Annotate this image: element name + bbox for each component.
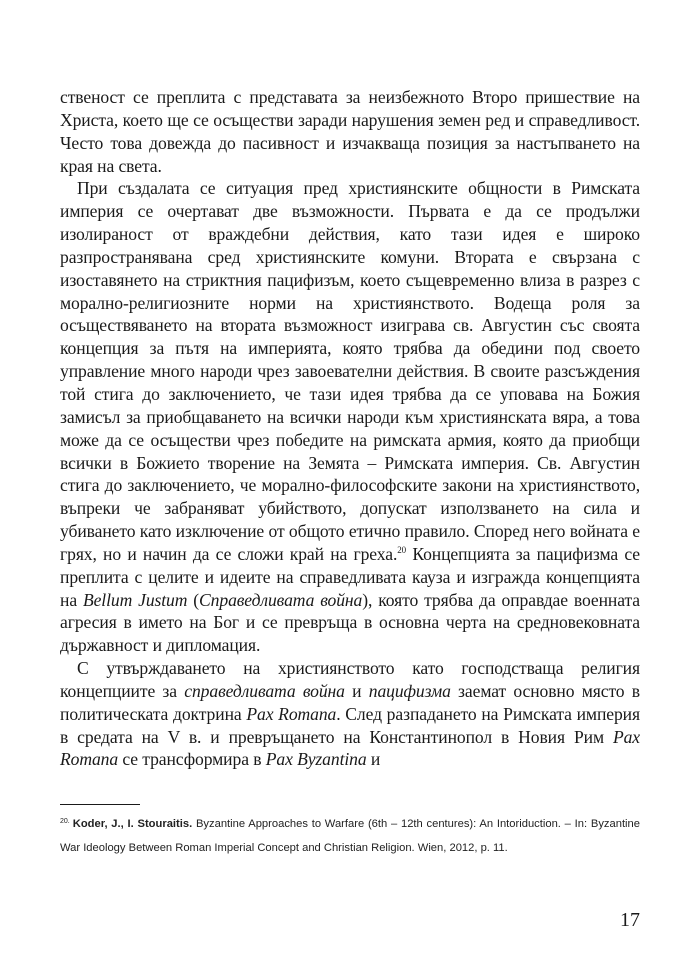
italic-text-segment: Pax Romana [246,703,337,724]
main-text [60,86,640,771]
italic-text-segment: справедливата война [184,680,345,701]
text-segment: ), която трябва да оправдае военната агресия в името на Бог и се превръща в основна черта на средновековната държавност и дипломация. [60,589,641,656]
paragraphs-container [60,86,640,771]
body-paragraph [60,177,640,657]
footnote-number: 20. [60,818,70,825]
text-segment: заемат основно място в политическата доктрина [60,680,640,724]
text-segment: ственост се преплита с представата за неизбежното Второ пришествие на Христа, което ще се осъществи заради нарушения земен ред и справедливост. Често това довежда до пасивност и изчакваща позиция за настъпването на края на света. [60,87,640,176]
italic-text-segment: Справедливата война [199,589,363,610]
italic-text-segment: Pax Byzantina [265,749,367,770]
text-segment: С утвърждаването на християнството като господстваща религия концепциите за [60,658,640,701]
italic-text-segment: Bellum Justum [82,589,188,610]
text-segment: ( [187,589,200,610]
text-segment: При създалата се ситуация пред християнските общности в Римската империя се очертават две възможности. Първата е да се продължи изолираност от враждебни действия, като тази идея е широко разпространявана сред християнските комуни. Втората е свързана с изоставянето на стриктния пацифизъм, което същевременно влиза в разрез с морално-религиозните норми на християнството. Водеща роля за осъществяването на втората възможност изиграва св. Августин със своята концепция за пътя на империята, която трябва да обедини под своето управление много народи чрез завоевателни действия. В своите разсъждения той стига до заключението, че тази идея трябва да се уповава на Божия замисъл за приобщаването на всички народи към християнската вяра, а това може да се осъществи чрез победите на римската армия, която да приобщи всички в Божието творение на Земята – Римската империя. Св. Августин стига до заключението, че морално-философските закони на християнството, въпреки че забраняват убийството, допускат използването на сила и убиването като изключение от общото етично правило. Според него войната е грях, но и начин да се сложи край на греха. [60,178,640,564]
footnote-authors: Koder, J., I. Stouraitis. [72,818,193,830]
text-segment: и [344,680,369,701]
italic-text-segment: Pax Romana [60,726,640,770]
footnote-divider [60,804,140,805]
text-segment: се трансформира в [118,749,266,770]
italic-text-segment: пацифизма [368,680,451,701]
footnote-reference: 20 [397,544,407,555]
page-number: 17 [620,909,640,931]
footnote [60,812,640,860]
footnote-text: Byzantine Approaches to Warfare (6th – 12th centures): An Intoriduction. – In: Byzantine War Ideology Between Roman Imperial Concept and Christian Religion. Wien, 2012, p. 11. [60,818,640,854]
text-segment: Концепцията за пацифизма се преплита с целите и идеите на справедливата кауза и изгражда концепцията на [60,543,640,610]
body-paragraph [60,657,640,771]
text-segment: и [366,749,381,770]
body-paragraph [60,86,640,177]
text-segment: . След разпадането на Римската империя в средата на V в. и превръщането на Константинопол в Новия Рим [60,703,640,747]
